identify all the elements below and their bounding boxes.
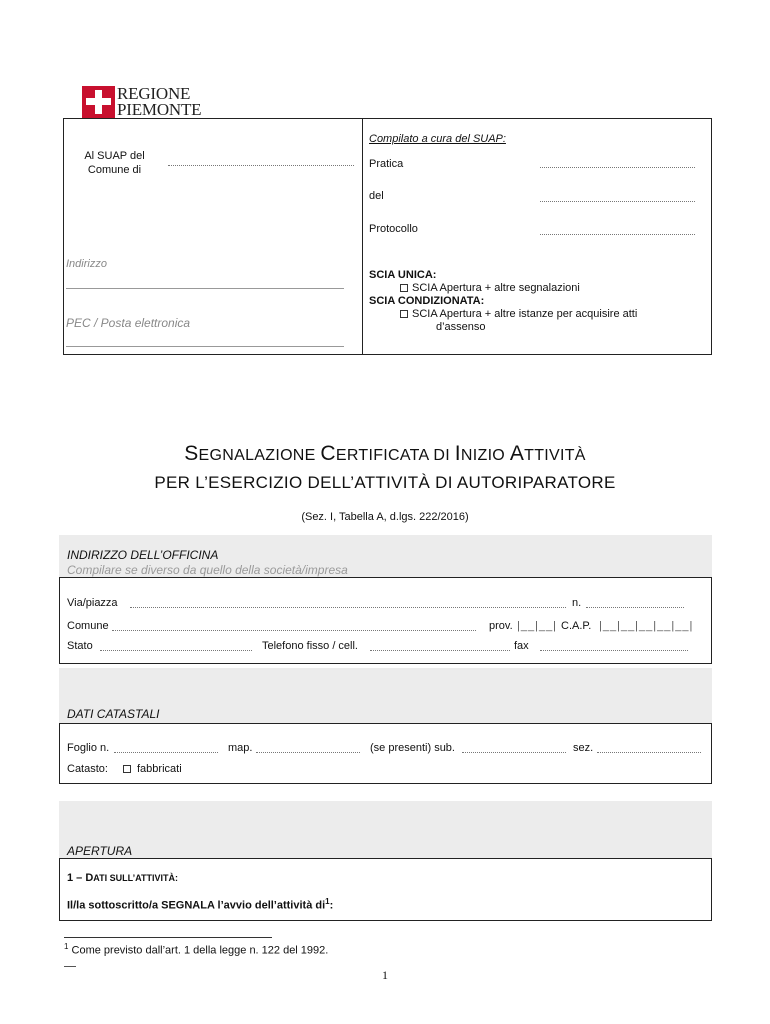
fabbricati-label: fabbricati: [137, 763, 182, 775]
sezione-field[interactable]: [597, 752, 701, 753]
scia-condizionata-option-cont: d’assenso: [436, 321, 486, 333]
cap-label: C.A.P.: [561, 620, 592, 632]
via-row: [67, 597, 118, 609]
suap-line-1: Al SUAP del: [84, 150, 145, 162]
officina-note: Compilare se diverso da quello della società/impresa: [67, 563, 348, 577]
sezione-label: sez.: [573, 742, 594, 754]
dati-attivita-heading: [67, 872, 178, 884]
fabbricati-checkbox-icon[interactable]: [123, 765, 131, 773]
segnala-text: Il/la sottoscritto/a SEGNALA l’avvio dell’attività di: [67, 899, 326, 912]
pratica-field[interactable]: [540, 167, 695, 168]
document-title: [0, 442, 770, 466]
stato-field[interactable]: [100, 650, 252, 651]
suap-recipient: [72, 149, 157, 177]
telefono-label: Telefono fisso / cell.: [262, 640, 358, 652]
logo-line-2: PIEMONTE: [117, 100, 202, 119]
scia-unica-option-label: SCIA Apertura + altre segnalazioni: [412, 282, 580, 294]
telefono-field[interactable]: [370, 650, 510, 651]
del-label: del: [369, 190, 384, 202]
cap-field[interactable]: |__|__|__|__|__|: [599, 620, 694, 632]
scia-unica-checkbox-icon[interactable]: [400, 284, 408, 292]
civic-number-field[interactable]: [586, 607, 684, 608]
footnote-separator: [64, 966, 76, 967]
subalterno-label: (se presenti) sub.: [370, 742, 455, 754]
address-field[interactable]: [66, 288, 344, 289]
regione-piemonte-logo-text: [117, 86, 201, 118]
scia-condizionata-label: SCIA CONDIZIONATA:: [369, 295, 485, 307]
subalterno-field[interactable]: [462, 752, 566, 753]
footnote: [64, 942, 328, 957]
protocollo-field[interactable]: [540, 234, 695, 235]
via-label: Via/piazza: [67, 597, 118, 609]
via-field[interactable]: [130, 607, 566, 608]
prov-label: prov.: [489, 620, 513, 632]
scia-unica-label: SCIA UNICA:: [369, 269, 437, 281]
title-part-b: ERTIFICATA DI: [335, 447, 455, 464]
fax-field[interactable]: [540, 650, 688, 651]
catastali-heading: DATI CATASTALI: [67, 707, 160, 721]
scia-condizionata-checkbox-icon[interactable]: [400, 310, 408, 318]
header-divider: [362, 118, 363, 355]
mappale-label: map.: [228, 742, 253, 754]
officina-heading: INDIRIZZO DELL’OFFICINA: [67, 548, 219, 562]
title-part-d: TTIVITÀ: [524, 447, 586, 464]
apertura-heading: APERTURA: [67, 844, 133, 858]
segnala-colon: :: [329, 899, 334, 912]
pratica-label: Pratica: [369, 158, 404, 170]
footnote-text: Come previsto dall’art. 1 della legge n. 122 del 1992.: [68, 944, 329, 957]
compiled-by-suap: Compilato a cura del SUAP:: [369, 133, 506, 145]
page-number: 1: [382, 968, 388, 982]
mappale-field[interactable]: [256, 752, 360, 753]
footnote-divider: [64, 937, 272, 938]
footnote-number: 1: [64, 942, 69, 951]
scia-condizionata-option-label: SCIA Apertura + altre istanze per acquisire atti: [412, 308, 638, 320]
foglio-label: Foglio n.: [67, 742, 110, 754]
title-cap-s: S: [184, 442, 199, 465]
pec-field[interactable]: [66, 346, 344, 347]
foglio-field[interactable]: [114, 752, 218, 753]
logo-line-1: REGIONE: [117, 84, 191, 103]
catasto-label: Catasto:: [67, 763, 108, 775]
suap-line-2: Comune di: [87, 164, 142, 176]
title-cap-i: I: [454, 442, 461, 465]
prov-field[interactable]: |__|__|: [517, 620, 558, 632]
regione-piemonte-logo-icon: [82, 86, 115, 118]
segnala-footnote-ref: 1: [325, 897, 330, 906]
title-cap-c: C: [320, 442, 336, 465]
comune-label: Comune: [67, 620, 109, 632]
del-field[interactable]: [540, 201, 695, 202]
document-subtitle-title: PER L’ESERCIZIO DELL’ATTIVITÀ DI AUTORIPARATORE: [154, 473, 616, 492]
civic-number-label: n.: [572, 597, 582, 609]
title-part-a: EGNALAZIONE: [198, 447, 321, 464]
dati-attivita-prefix: 1 – D: [67, 872, 94, 884]
scia-unica-option[interactable]: [400, 282, 580, 294]
address-label: Indirizzo: [66, 258, 107, 270]
legal-reference: (Sez. I, Tabella A, d.lgs. 222/2016): [301, 511, 469, 523]
dati-attivita-rest: ATI SULL’ATTIVITÀ:: [93, 873, 178, 883]
apertura-section-bg: [59, 801, 712, 858]
title-part-c: NIZIO: [460, 447, 510, 464]
fax-label: fax: [514, 640, 529, 652]
comune-field[interactable]: [168, 165, 354, 166]
segnala-statement: [67, 897, 333, 912]
scia-condizionata-option[interactable]: [400, 308, 637, 320]
comune-address-field[interactable]: [112, 630, 476, 631]
pec-label: PEC / Posta elettronica: [66, 316, 191, 330]
protocollo-label: Protocollo: [369, 223, 418, 235]
stato-label: Stato: [67, 640, 93, 652]
fabbricati-option[interactable]: [123, 763, 182, 775]
title-cap-a: A: [509, 442, 525, 465]
